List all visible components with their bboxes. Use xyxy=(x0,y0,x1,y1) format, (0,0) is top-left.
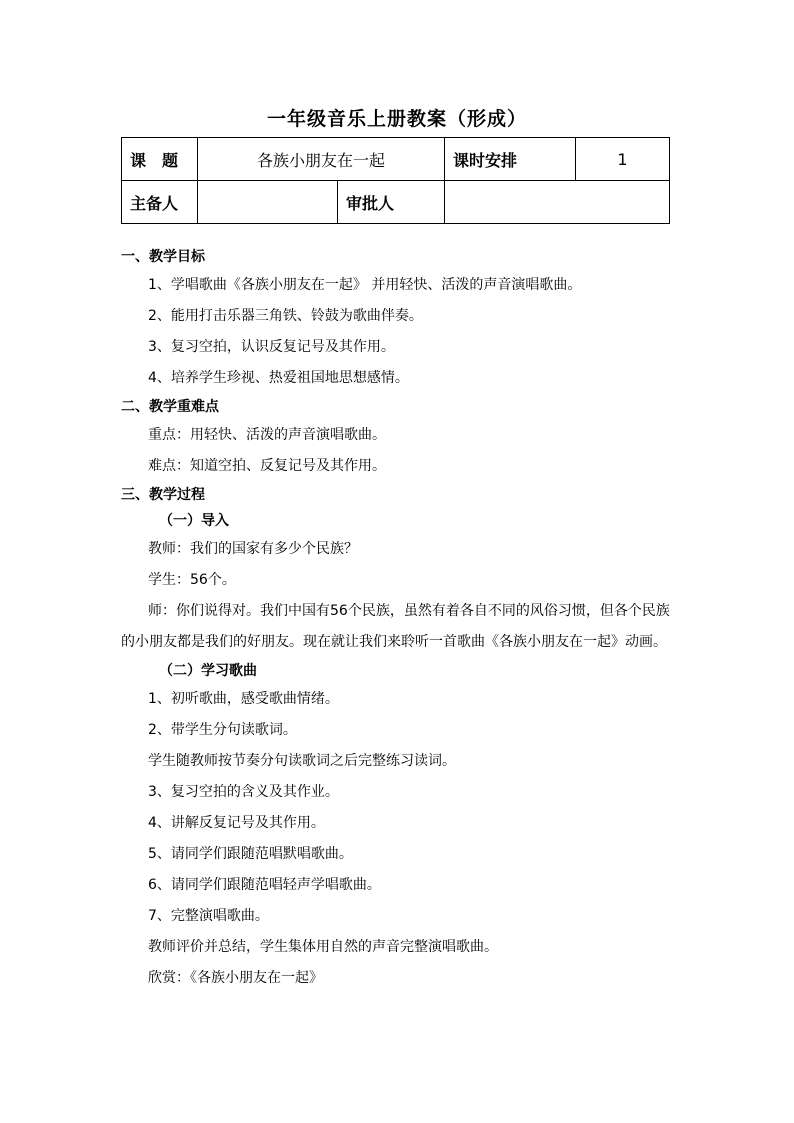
process-line: 教师评价并总结，学生集体用自然的声音完整演唱歌曲。 xyxy=(148,939,498,955)
key-point-item: 难点：知道空拍、反复记号及其作用。 xyxy=(148,458,386,474)
process-line: 1、初听歌曲，感受歌曲情绪。 xyxy=(148,691,339,707)
topic-value: 各族小朋友在一起 xyxy=(198,138,445,181)
dialogue-paragraph: 师：你们说得对。我们中国有56个民族，虽然有着各自不同的风俗习惯，但各个民族的小朋友都是我们的好朋友。现在就让我们来聆听一首歌曲《各族小朋友在一起》动画。 xyxy=(121,603,670,650)
document-title: 一年级音乐上册教案（形成） xyxy=(266,108,527,130)
table-row xyxy=(122,138,670,181)
process-line: 3、复习空拍的含义及其作业。 xyxy=(148,784,339,800)
process-line: 2、带学生分句读歌词。 xyxy=(148,722,297,738)
section-heading-key-points: 二、教学重难点 xyxy=(121,399,219,415)
preparer-value xyxy=(198,181,338,224)
approver-label: 审批人 xyxy=(338,181,445,224)
objective-item: 1、学唱歌曲《各族小朋友在一起》 并用轻快、活泼的声音演唱歌曲。 xyxy=(148,277,582,293)
section-heading-objectives: 一、教学目标 xyxy=(121,249,205,265)
process-line: 学生随教师按节奏分句读歌词之后完整练习读词。 xyxy=(148,753,456,769)
process-line: 4、讲解反复记号及其作用。 xyxy=(148,815,325,831)
objective-item: 2、能用打击乐器三角铁、铃鼓为歌曲伴奏。 xyxy=(148,308,423,324)
key-point-item: 重点：用轻快、活泼的声音演唱歌曲。 xyxy=(148,427,386,443)
dialogue-line: 教师：我们的国家有多少个民族？ xyxy=(148,541,358,557)
subsection-heading-learn-song: （二）学习歌曲 xyxy=(159,663,257,679)
hours-value: 1 xyxy=(576,138,670,181)
lesson-info-table xyxy=(121,137,670,224)
process-line: 6、请同学们跟随范唱轻声学唱歌曲。 xyxy=(148,877,381,893)
lesson-content xyxy=(121,244,681,994)
objective-item: 4、培养学生珍视、热爱祖国地思想感情。 xyxy=(148,370,409,386)
process-line: 7、完整演唱歌曲。 xyxy=(148,908,269,924)
hours-label: 课时安排 xyxy=(445,138,576,181)
process-line: 5、请同学们跟随范唱默唱歌曲。 xyxy=(148,846,353,862)
topic-label: 课 题 xyxy=(122,138,198,181)
dialogue-line: 学生：56个。 xyxy=(148,572,236,588)
process-line: 欣赏：《各族小朋友在一起》 xyxy=(148,970,323,986)
table-row xyxy=(122,181,670,224)
subsection-heading-intro: （一）导入 xyxy=(159,513,229,529)
objective-item: 3、复习空拍，认识反复记号及其作用。 xyxy=(148,339,395,355)
approver-value xyxy=(445,181,670,224)
section-heading-process: 三、教学过程 xyxy=(121,487,205,503)
preparer-label: 主备人 xyxy=(122,181,198,224)
